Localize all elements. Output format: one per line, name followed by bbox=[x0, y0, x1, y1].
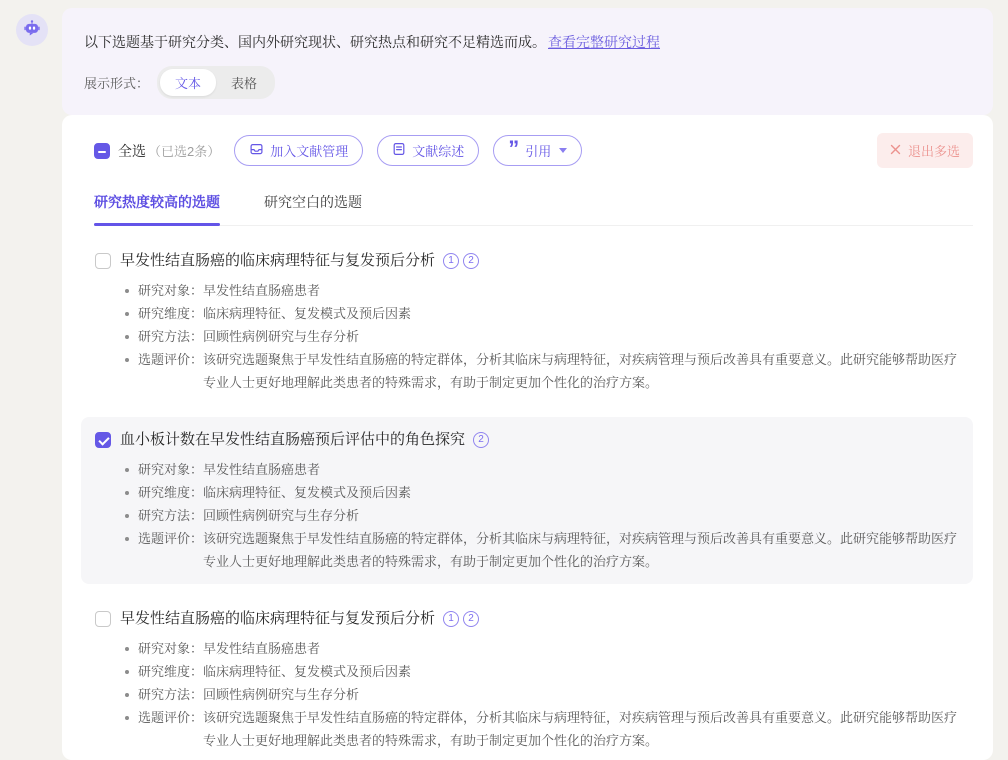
topic-item bbox=[81, 596, 973, 760]
topic-details bbox=[95, 279, 959, 394]
detail-label: 选题评价： bbox=[138, 531, 204, 546]
bullet-dot bbox=[125, 335, 129, 339]
quote-icon: ” bbox=[508, 135, 520, 161]
topic-title[interactable]: 早发性结直肠癌的临床病理特征与复发预后分析 bbox=[120, 252, 436, 269]
detail-value: 该研究选题聚焦于早发性结直肠癌的特定群体，分析其临床与病理特征，对疾病管理与预后改善具有重要意义。此研究能够帮助医疗专业人士更好地理解此类患者的特殊需求，有助于制定更加个性化的治疗方案。 bbox=[203, 531, 958, 569]
add-to-library-label: 加入文献管理 bbox=[270, 144, 349, 159]
topic-header bbox=[95, 249, 959, 273]
topic-checkbox[interactable] bbox=[95, 253, 111, 269]
bullet-dot bbox=[125, 647, 129, 651]
detail-label: 研究对象： bbox=[138, 283, 204, 298]
reference-badge[interactable]: 1 bbox=[443, 253, 459, 269]
detail-row bbox=[95, 683, 959, 706]
bullet-dot bbox=[125, 358, 129, 362]
tab-research-gap-topics[interactable]: 研究空白的选题 bbox=[264, 194, 362, 210]
detail-label: 选题评价： bbox=[138, 710, 204, 725]
detail-value: 该研究选题聚焦于早发性结直肠癌的特定群体，分析其临床与病理特征，对疾病管理与预后改善具有重要意义。此研究能够帮助医疗专业人士更好地理解此类患者的特殊需求，有助于制定更加个性化的治疗方案。 bbox=[203, 710, 958, 748]
detail-row bbox=[95, 527, 959, 573]
topic-header bbox=[95, 607, 959, 631]
detail-label: 研究对象： bbox=[138, 462, 204, 477]
topic-tabs bbox=[94, 192, 973, 226]
detail-label: 研究方法： bbox=[138, 687, 204, 702]
selected-count: （已选2条） bbox=[148, 144, 221, 159]
detail-value: 临床病理特征、复发模式及预后因素 bbox=[203, 306, 412, 321]
reference-badge[interactable]: 2 bbox=[473, 432, 489, 448]
detail-label: 研究方法： bbox=[138, 329, 204, 344]
caret-down-icon bbox=[559, 148, 567, 153]
reference-badge[interactable]: 2 bbox=[463, 611, 479, 627]
detail-value: 回顾性病例研究与生存分析 bbox=[203, 329, 360, 344]
detail-value: 早发性结直肠癌患者 bbox=[203, 641, 321, 656]
display-toggle-group bbox=[157, 66, 275, 99]
detail-row bbox=[95, 504, 959, 527]
topic-title[interactable]: 血小板计数在早发性结直肠癌预后评估中的角色探究 bbox=[120, 431, 466, 448]
bullet-dot bbox=[125, 716, 129, 720]
topic-header bbox=[95, 428, 959, 452]
cite-label: 引用 bbox=[525, 144, 552, 159]
intro-text: 以下选题基于研究分类、国内外研究现状、研究热点和研究不足精选而成。 bbox=[84, 34, 546, 50]
detail-row bbox=[95, 706, 959, 752]
select-all-checkbox[interactable] bbox=[94, 143, 110, 159]
detail-label: 研究维度： bbox=[138, 485, 204, 500]
detail-label: 选题评价： bbox=[138, 352, 204, 367]
display-format-label: 展示形式： bbox=[84, 76, 150, 91]
topic-list bbox=[81, 238, 973, 760]
topic-checkbox[interactable] bbox=[95, 432, 111, 448]
topic-item bbox=[81, 238, 973, 405]
detail-row bbox=[95, 302, 959, 325]
literature-review-button[interactable] bbox=[377, 135, 479, 166]
bullet-dot bbox=[125, 537, 129, 541]
detail-label: 研究维度： bbox=[138, 664, 204, 679]
detail-row bbox=[95, 325, 959, 348]
topic-checkbox[interactable] bbox=[95, 611, 111, 627]
detail-value: 早发性结直肠癌患者 bbox=[203, 283, 321, 298]
detail-value: 回顾性病例研究与生存分析 bbox=[203, 687, 360, 702]
bullet-dot bbox=[125, 289, 129, 293]
detail-row bbox=[95, 660, 959, 683]
close-icon bbox=[890, 143, 901, 158]
detail-value: 该研究选题聚焦于早发性结直肠癌的特定群体，分析其临床与病理特征，对疾病管理与预后改善具有重要意义。此研究能够帮助医疗专业人士更好地理解此类患者的特殊需求，有助于制定更加个性化的治疗方案。 bbox=[203, 352, 958, 390]
detail-row bbox=[95, 458, 959, 481]
bullet-dot bbox=[125, 312, 129, 316]
detail-value: 临床病理特征、复发模式及预后因素 bbox=[203, 664, 412, 679]
bullet-dot bbox=[125, 514, 129, 518]
detail-row bbox=[95, 481, 959, 504]
tab-hot-topics[interactable]: 研究热度较高的选题 bbox=[94, 192, 220, 225]
document-icon bbox=[392, 142, 406, 159]
bullet-dot bbox=[125, 468, 129, 472]
selection-toolbar bbox=[94, 133, 973, 168]
topic-reference-badges bbox=[443, 611, 479, 627]
select-all-label[interactable]: 全选 bbox=[118, 142, 146, 159]
topic-title[interactable]: 早发性结直肠癌的临床病理特征与复发预后分析 bbox=[120, 610, 436, 627]
topics-card bbox=[62, 115, 993, 760]
topic-item bbox=[81, 417, 973, 584]
view-research-process-link[interactable]: 查看完整研究过程 bbox=[548, 34, 660, 50]
display-option-table[interactable]: 表格 bbox=[231, 76, 258, 91]
topic-reference-badges bbox=[473, 432, 489, 448]
reference-badge[interactable]: 1 bbox=[443, 611, 459, 627]
add-to-library-button[interactable] bbox=[234, 135, 363, 166]
exit-multiselect-label: 退出多选 bbox=[907, 144, 960, 159]
detail-row bbox=[95, 279, 959, 302]
detail-row bbox=[95, 348, 959, 394]
robot-icon bbox=[23, 19, 41, 42]
topic-details bbox=[95, 458, 959, 573]
detail-value: 临床病理特征、复发模式及预后因素 bbox=[203, 485, 412, 500]
literature-review-label: 文献综述 bbox=[412, 144, 465, 159]
detail-value: 回顾性病例研究与生存分析 bbox=[203, 508, 360, 523]
detail-row bbox=[95, 637, 959, 660]
inbox-icon bbox=[249, 142, 264, 159]
bullet-dot bbox=[125, 491, 129, 495]
intro-line bbox=[84, 32, 969, 52]
topic-reference-badges bbox=[443, 253, 479, 269]
bullet-dot bbox=[125, 693, 129, 697]
assistant-avatar bbox=[16, 14, 48, 46]
cite-button[interactable] bbox=[493, 135, 582, 166]
display-option-text[interactable]: 文本 bbox=[160, 69, 216, 96]
detail-label: 研究维度： bbox=[138, 306, 204, 321]
topic-details bbox=[95, 637, 959, 752]
detail-label: 研究对象： bbox=[138, 641, 204, 656]
detail-value: 早发性结直肠癌患者 bbox=[203, 462, 321, 477]
bullet-dot bbox=[125, 670, 129, 674]
display-format-row bbox=[84, 66, 969, 99]
reference-badge[interactable]: 2 bbox=[463, 253, 479, 269]
detail-label: 研究方法： bbox=[138, 508, 204, 523]
exit-multiselect-button[interactable] bbox=[877, 133, 973, 168]
assistant-message-panel bbox=[62, 8, 993, 115]
